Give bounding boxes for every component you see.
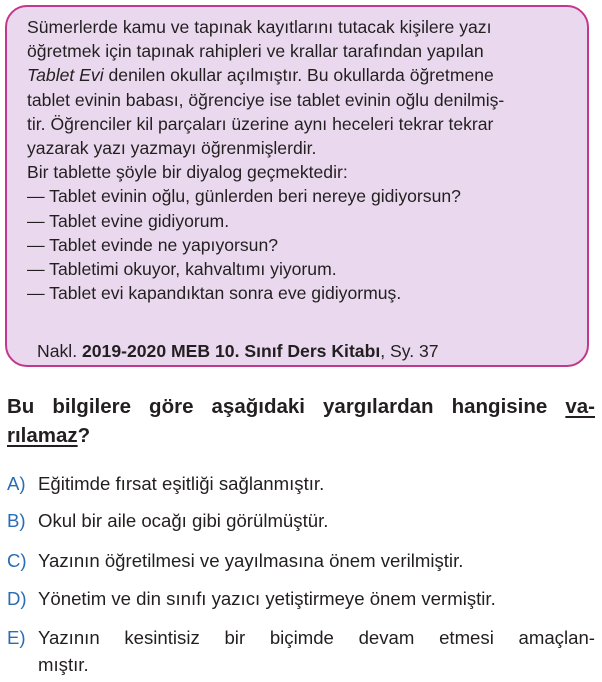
question-text: Bu bilgilere göre aşağıdaki yargılardan hangisine — [7, 395, 566, 418]
passage-box — [5, 5, 589, 367]
option-e-text-line-1: Yazının kesintisiz bir biçimde devam etmesi amaçlan- — [38, 627, 595, 648]
passage-line-6: yazarak yazı yazmayı öğrenmişlerdir. — [27, 138, 317, 159]
option-d-letter: D) — [7, 588, 27, 609]
passage-line-3 — [27, 63, 571, 87]
question-stem — [7, 392, 595, 450]
question-negation-part-2: rılamaz — [7, 424, 78, 447]
option-e-text-line-2: mıştır. — [38, 654, 89, 675]
dialog-line-5: — Tablet evi kapandıktan sonra eve gidiyormuş. — [27, 283, 402, 304]
option-c-letter: C) — [7, 550, 27, 571]
option-e-letter: E) — [7, 627, 26, 648]
option-c-text: Yazının öğretilmesi ve yayılmasına önem verilmiştir. — [38, 550, 464, 571]
option-d-text: Yönetim ve din sınıfı yazıcı yetiştirmeye önem vermiştir. — [38, 588, 496, 609]
option-b[interactable] — [7, 507, 595, 534]
source-prefix: Nakl. — [37, 341, 82, 361]
option-c[interactable] — [7, 547, 595, 574]
option-a-letter: A) — [7, 473, 26, 494]
tablet-evi-term: Tablet Evi — [27, 65, 104, 86]
option-e-text — [38, 624, 595, 678]
option-d[interactable] — [7, 585, 595, 612]
source-citation — [37, 340, 439, 362]
dialog-line-1: — Tablet evinin oğlu, günlerden beri nereye gidiyorsun? — [27, 186, 461, 207]
passage-line-2: öğretmek için tapınak rahipleri ve krallar tarafından yapılan — [27, 41, 484, 62]
source-book-title: 2019-2020 MEB 10. Sınıf Ders Kitabı — [81, 341, 381, 361]
option-a[interactable] — [7, 470, 595, 497]
option-e[interactable] — [7, 624, 595, 678]
question-mark: ? — [77, 424, 91, 447]
option-b-text: Okul bir aile ocağı gibi görülmüştür. — [38, 510, 329, 531]
option-b-letter: B) — [7, 510, 26, 531]
option-a-text: Eğitimde fırsat eşitliği sağlanmıştır. — [38, 473, 325, 494]
passage-line-5: tir. Öğrenciler kil parçaları üzerine aynı heceleri tekrar tekrar — [27, 113, 494, 134]
dialog-line-2: — Tablet evine gidiyorum. — [27, 210, 230, 231]
question-line-2 — [7, 421, 595, 450]
dialog-line-3: — Tablet evinde ne yapıyorsun? — [27, 234, 279, 255]
dialog-line-4: — Tabletimi okuyor, kahvaltımı yiyorum. — [27, 259, 337, 280]
source-page: , Sy. 37 — [380, 341, 439, 361]
passage-line-3-rest: denilen okullar açılmıştır. Bu okullarda öğretmene — [103, 65, 494, 86]
passage-line-1: Sümerlerde kamu ve tapınak kayıtlarını tutacak kişilere yazı — [27, 17, 492, 37]
question-negation-part-1: va- — [565, 395, 595, 418]
dialog-intro: Bir tablette şöyle bir diyalog geçmektedir: — [27, 162, 348, 183]
passage-line-4: tablet evinin babası, öğrenciye ise tablet evinin oğlu denilmiş- — [27, 89, 505, 110]
passage-text — [27, 15, 571, 305]
question-line-1 — [7, 392, 595, 421]
